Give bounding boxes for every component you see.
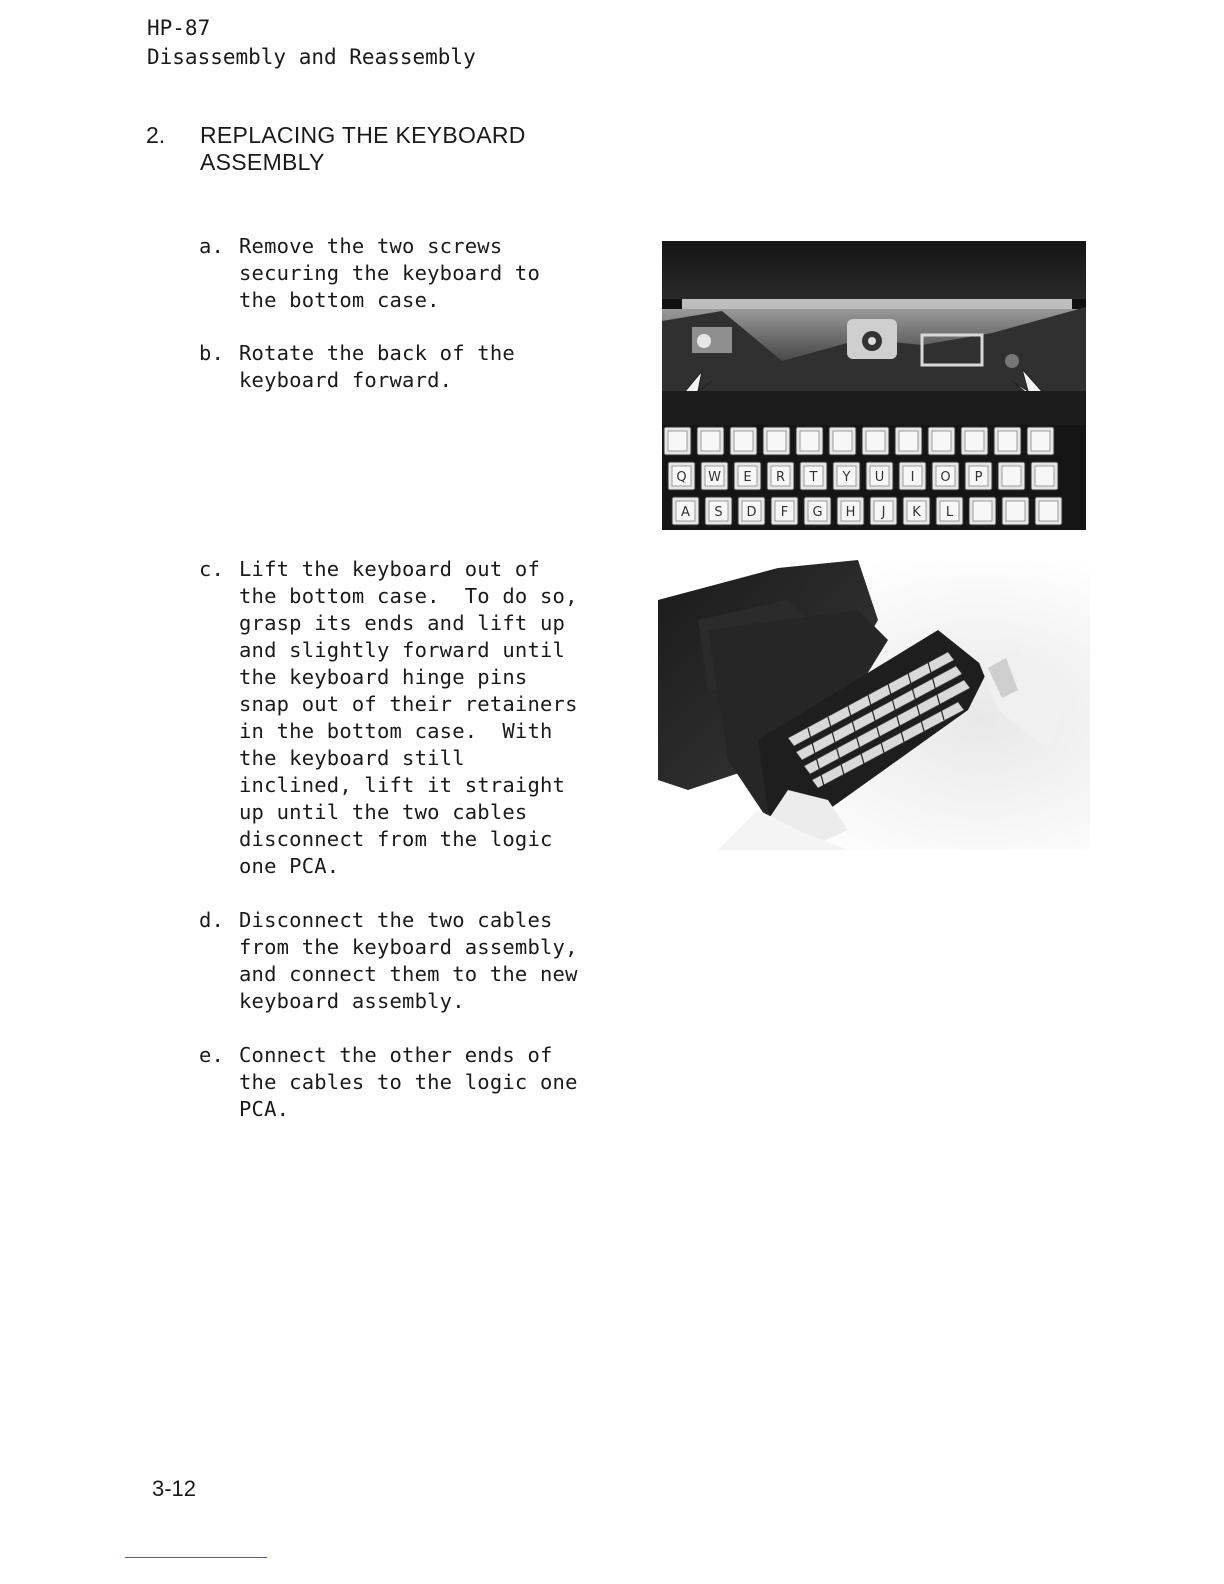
key-label: K bbox=[912, 505, 921, 520]
key-label: P bbox=[974, 470, 983, 485]
keyboard-screws-photo bbox=[662, 241, 1086, 530]
key-label: E bbox=[743, 470, 752, 485]
page-number: 3-12 bbox=[152, 1476, 197, 1501]
step-text: Remove the two screws securing the keyboard to the bottom case. bbox=[239, 234, 541, 312]
key-cap-face bbox=[1039, 501, 1058, 521]
key-label: W bbox=[708, 470, 721, 485]
key-label: I bbox=[910, 470, 915, 485]
key-cap-face bbox=[973, 501, 992, 521]
step-b bbox=[199, 340, 515, 394]
step-letter: e. bbox=[199, 1043, 225, 1067]
keyboard-lift-photo bbox=[658, 560, 1090, 850]
section-title: REPLACING THE KEYBOARD ASSEMBLY bbox=[200, 122, 526, 175]
key-cap-face bbox=[965, 431, 984, 451]
key-cap-face bbox=[767, 431, 786, 451]
key-cap-face bbox=[833, 431, 852, 451]
key-label: L bbox=[945, 505, 954, 520]
key-label: T bbox=[809, 470, 818, 485]
key-cap-face bbox=[734, 431, 753, 451]
key-cap-face bbox=[1006, 501, 1025, 521]
step-letter: d. bbox=[199, 908, 225, 932]
key-cap-face bbox=[1002, 466, 1021, 486]
key-cap-face bbox=[1031, 431, 1050, 451]
key-label: S bbox=[714, 505, 723, 520]
step-e bbox=[199, 1042, 578, 1123]
step-letter: c. bbox=[199, 557, 225, 581]
key-label: J bbox=[881, 505, 886, 520]
key-cap-face bbox=[668, 431, 687, 451]
key-label: R bbox=[775, 470, 786, 485]
header-chapter: Disassembly and Reassembly bbox=[147, 45, 476, 69]
keyboard-screws-illustration bbox=[662, 241, 1086, 530]
section-number: 2. bbox=[146, 122, 166, 148]
section-heading bbox=[146, 122, 526, 176]
step-letter: a. bbox=[199, 234, 225, 258]
step-text: Lift the keyboard out of the bottom case. To do so, grasp its ends and lift up and slightly forward until the keyboard hinge pins snap out of their retainers in the bottom case. With the keyboard still inclined, lift it straight up until the two cables disconnect from the logic one PCA. bbox=[239, 557, 578, 878]
key-cap-face bbox=[866, 431, 885, 451]
key-cap-face bbox=[998, 431, 1017, 451]
header-model: HP-87 bbox=[147, 16, 211, 40]
key-label: D bbox=[746, 505, 757, 520]
key-cap-face bbox=[899, 431, 918, 451]
step-text: Rotate the back of the keyboard forward. bbox=[239, 341, 515, 392]
step-letter: b. bbox=[199, 341, 225, 365]
key-cap-face bbox=[701, 431, 720, 451]
key-label: Q bbox=[676, 470, 687, 485]
key-cap-face bbox=[800, 431, 819, 451]
key-label: Y bbox=[842, 470, 851, 485]
running-header bbox=[147, 14, 476, 72]
key-cap-face bbox=[932, 431, 951, 451]
key-label: U bbox=[874, 470, 885, 485]
key-cap-face bbox=[1035, 466, 1054, 486]
key-label: G bbox=[812, 505, 823, 520]
step-d bbox=[199, 907, 578, 1015]
key-label: H bbox=[845, 505, 856, 520]
keyboard-lift-illustration bbox=[658, 560, 1090, 850]
step-text: Disconnect the two cables from the keyboard assembly, and connect them to the new keyboard assembly. bbox=[239, 908, 578, 1013]
key-label: A bbox=[681, 505, 690, 520]
key-label: F bbox=[780, 505, 789, 520]
step-c bbox=[199, 556, 578, 880]
key-label: O bbox=[940, 470, 951, 485]
step-text: Connect the other ends of the cables to the logic one PCA. bbox=[239, 1043, 578, 1121]
step-a bbox=[199, 233, 540, 314]
footer-rule bbox=[125, 1557, 267, 1558]
